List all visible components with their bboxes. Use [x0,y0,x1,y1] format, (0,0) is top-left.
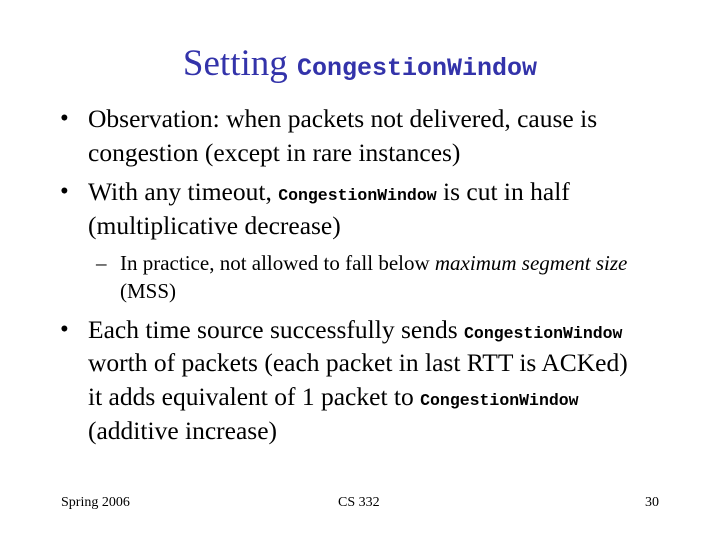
text: With any timeout, [88,177,279,206]
bullet-3-line-4: (additive increase) [88,416,278,445]
dash-icon: – [96,251,107,275]
text: it adds equivalent of 1 packet to [88,382,421,411]
sub-bullet-line-1 [120,250,627,276]
bullet-1-line-2: congestion (except in rare instances) [88,138,461,167]
code-text: CongestionWindow [464,324,623,343]
bullet-3-line-2: worth of packets (each packet in last RTT is ACKed) [88,348,628,377]
code-text: CongestionWindow [420,391,579,410]
text: is cut in half [436,177,570,206]
bullet-icon: • [60,316,69,343]
bullet-1-line-1: Observation: when packets not delivered, cause is [88,104,598,133]
title-code: CongestionWindow [297,54,538,83]
bullet-icon: • [60,178,69,205]
bullet-3-line-3 [88,382,579,416]
title-text: Setting [182,43,298,84]
footer-course: CS 332 [338,495,380,510]
footer-date: Spring 2006 [61,495,130,510]
code-text: CongestionWindow [278,186,437,205]
slide-number: 30 [645,495,659,510]
text: Each time source successfully sends [88,315,465,344]
bullet-3-line-1 [88,315,622,349]
sub-bullet-line-2: (MSS) [120,279,177,303]
text: In practice, not allowed to fall below [120,251,435,275]
bullet-2-line-2: (multiplicative decrease) [88,211,341,240]
slide-title [0,42,720,85]
italic-text: maximum segment size [434,251,628,275]
bullet-icon: • [60,105,69,132]
bullet-2-line-1 [88,177,570,211]
